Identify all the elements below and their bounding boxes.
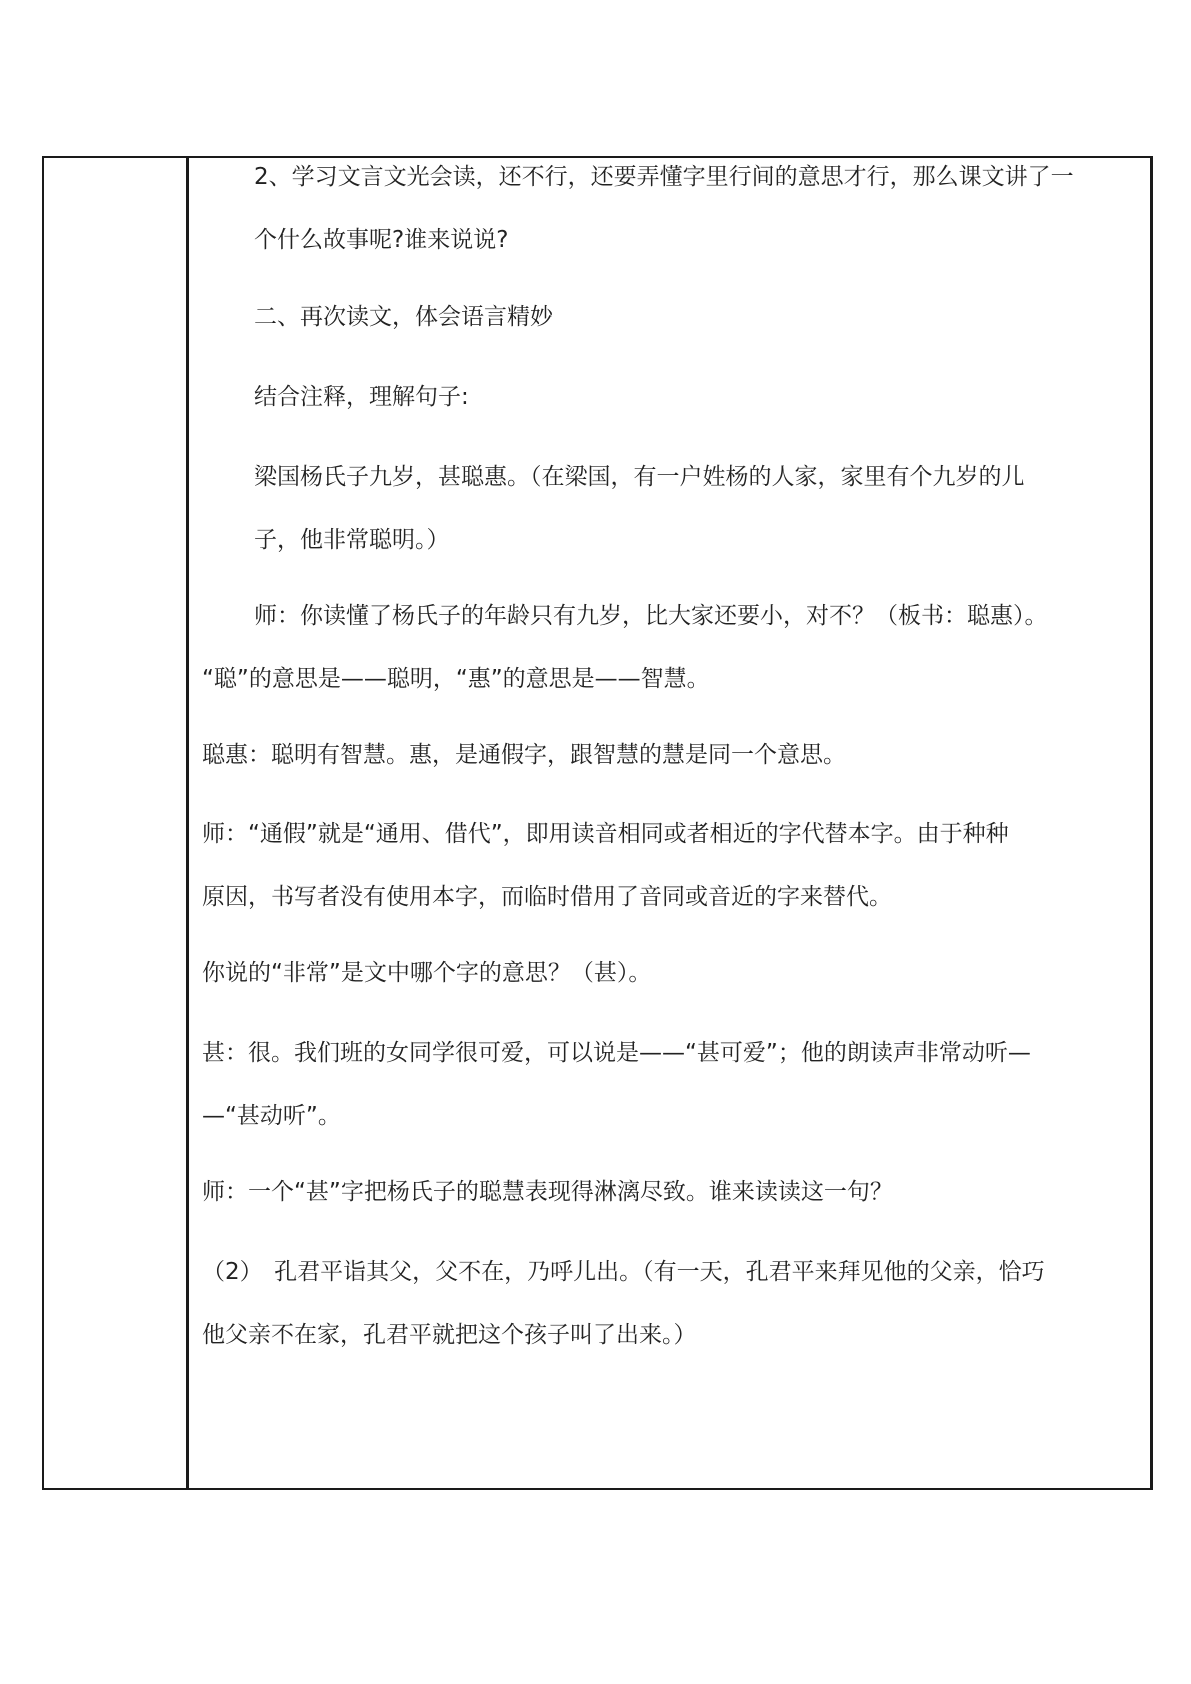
text-line: 甚：很。我们班的女同学很可爱，可以说是——“甚可爱”；他的朗读声非常动听— — [202, 1040, 1031, 1066]
text-line: 师：“通假”就是“通用、借代”，即用读音相同或者相近的字代替本字。由于种种 — [202, 821, 1009, 847]
text-line: 你说的“非常”是文中哪个字的意思？（甚）。 — [202, 960, 652, 986]
paragraph-annotation-intro — [202, 366, 1147, 429]
paragraph-tongjia — [202, 803, 1147, 929]
text-line: 2、学习文言文光会读，还不行，还要弄懂字里行间的意思才行，那么课文讲了一 — [254, 164, 1074, 190]
table-content-cell — [192, 158, 1150, 1488]
paragraph-teacher-congming — [202, 585, 1147, 711]
text-line: 他父亲不在家，孔君平就把这个孩子叫了出来。） — [202, 1322, 697, 1348]
text-line: 师：你读懂了杨氏子的年龄只有九岁，比大家还要小，对不？（板书：聪惠）。 — [254, 603, 1048, 629]
lesson-table — [42, 156, 1153, 1490]
text-line: （2） 孔君平诣其父，父不在，乃呼儿出。（有一天，孔君平来拜见他的父亲，恰巧 — [202, 1259, 1045, 1285]
text-line: 师：一个“甚”字把杨氏子的聪慧表现得淋漓尽致。谁来读读这一句？ — [202, 1179, 893, 1205]
text-line: 子，他非常聪明。） — [254, 527, 450, 553]
text-line: 原因，书写者没有使用本字，而临时借用了音同或音近的字来替代。 — [202, 884, 892, 910]
paragraph-feichang-question — [202, 942, 1147, 1005]
section-heading-reread — [202, 286, 1147, 349]
text-line: 梁国杨氏子九岁，甚聪惠。（在梁国，有一户姓杨的人家，家里有个九岁的儿 — [254, 464, 1025, 490]
text-line: 聪惠：聪明有智慧。惠，是通假字，跟智慧的慧是同一个意思。 — [202, 742, 846, 768]
text-line: 结合注释，理解句子: — [254, 384, 469, 410]
table-left-cell — [44, 158, 189, 1488]
paragraph-story-question — [202, 146, 1147, 272]
paragraph-teacher-shen — [202, 1161, 1147, 1224]
text-line: “聪”的意思是——聪明，“惠”的意思是——智慧。 — [202, 666, 710, 692]
paragraph-conghui-definition — [202, 724, 1147, 787]
paragraph-sentence-1 — [202, 446, 1147, 572]
paragraph-shen-definition — [202, 1022, 1147, 1148]
text-line: 二、再次读文，体会语言精妙 — [254, 304, 553, 330]
text-line: —“甚动听”。 — [202, 1103, 341, 1129]
paragraph-sentence-2 — [202, 1241, 1147, 1367]
text-line: 个什么故事呢?谁来说说? — [254, 227, 509, 253]
